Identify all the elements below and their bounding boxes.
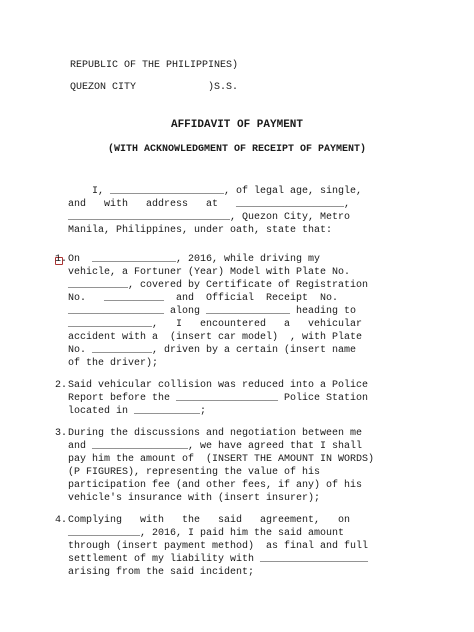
item-line: arising from the said incident; bbox=[68, 567, 255, 578]
item-line: No. __________ and Official Receipt No. bbox=[68, 293, 339, 304]
item-line: settlement of my liability with __________________ bbox=[68, 554, 369, 565]
item-line: of the driver); bbox=[68, 358, 159, 369]
intro-line: and with address at __________________, bbox=[68, 199, 351, 210]
item-number: 2. bbox=[55, 380, 68, 391]
document-title: AFFIDAVIT OF PAYMENT bbox=[170, 119, 304, 131]
item-line: (P FIGURES), representing the value of his bbox=[68, 467, 321, 478]
item-line: participation fee (and other fees, if any) of his bbox=[68, 480, 363, 491]
item-line: located in ___________; bbox=[68, 406, 207, 417]
item-line: vehicle, a Fortuner (Year) Model with Plate No. bbox=[68, 267, 351, 278]
item-line: ____________, 2016, I paid him the said amount bbox=[68, 528, 345, 539]
item-line: No. __________, driven by a certain (insert name bbox=[68, 345, 357, 356]
item-line: During the discussions and negotiation between me bbox=[68, 428, 363, 439]
intro-line: Manila, Philippines, under oath, state that: bbox=[68, 225, 333, 236]
item-number: 4. bbox=[55, 515, 68, 526]
item-line: Said vehicular collision was reduced into a Police bbox=[68, 380, 369, 391]
item-number: 3. bbox=[55, 428, 68, 439]
item-line: and ________________, we have agreed that I shall bbox=[68, 441, 363, 452]
document-subtitle: (WITH ACKNOWLEDGMENT OF RECEIPT OF PAYMENT) bbox=[107, 144, 367, 155]
intro-line: ___________________________, Quezon City, Metro bbox=[68, 212, 351, 223]
item-line: Report before the _________________ Police Station bbox=[68, 393, 369, 404]
header-quezon-city: QUEZON CITY )S.S. bbox=[70, 82, 239, 93]
item-line: __________, covered by Certificate of Registration bbox=[68, 280, 369, 291]
item-number: 1. bbox=[55, 254, 68, 265]
header-republic: REPUBLIC OF THE PHILIPPINES) bbox=[70, 60, 239, 71]
item-line: ______________, I encountered a vehicular bbox=[68, 319, 363, 330]
item-line: Complying with the said agreement, on bbox=[68, 515, 351, 526]
item-line: vehicle's insurance with (insert insurer); bbox=[68, 493, 321, 504]
item-line: through (insert payment method) as final and full bbox=[68, 541, 369, 552]
item-line: accident with a (insert car model) , with Plate bbox=[68, 332, 363, 343]
intro-line: I, ___________________, of legal age, single, bbox=[92, 186, 363, 197]
item-line: ________________ along ______________ heading to bbox=[68, 306, 357, 317]
item-line: On ______________, 2016, while driving my bbox=[68, 254, 321, 265]
item-line: pay him the amount of (INSERT THE AMOUNT IN WORDS) bbox=[68, 454, 375, 465]
